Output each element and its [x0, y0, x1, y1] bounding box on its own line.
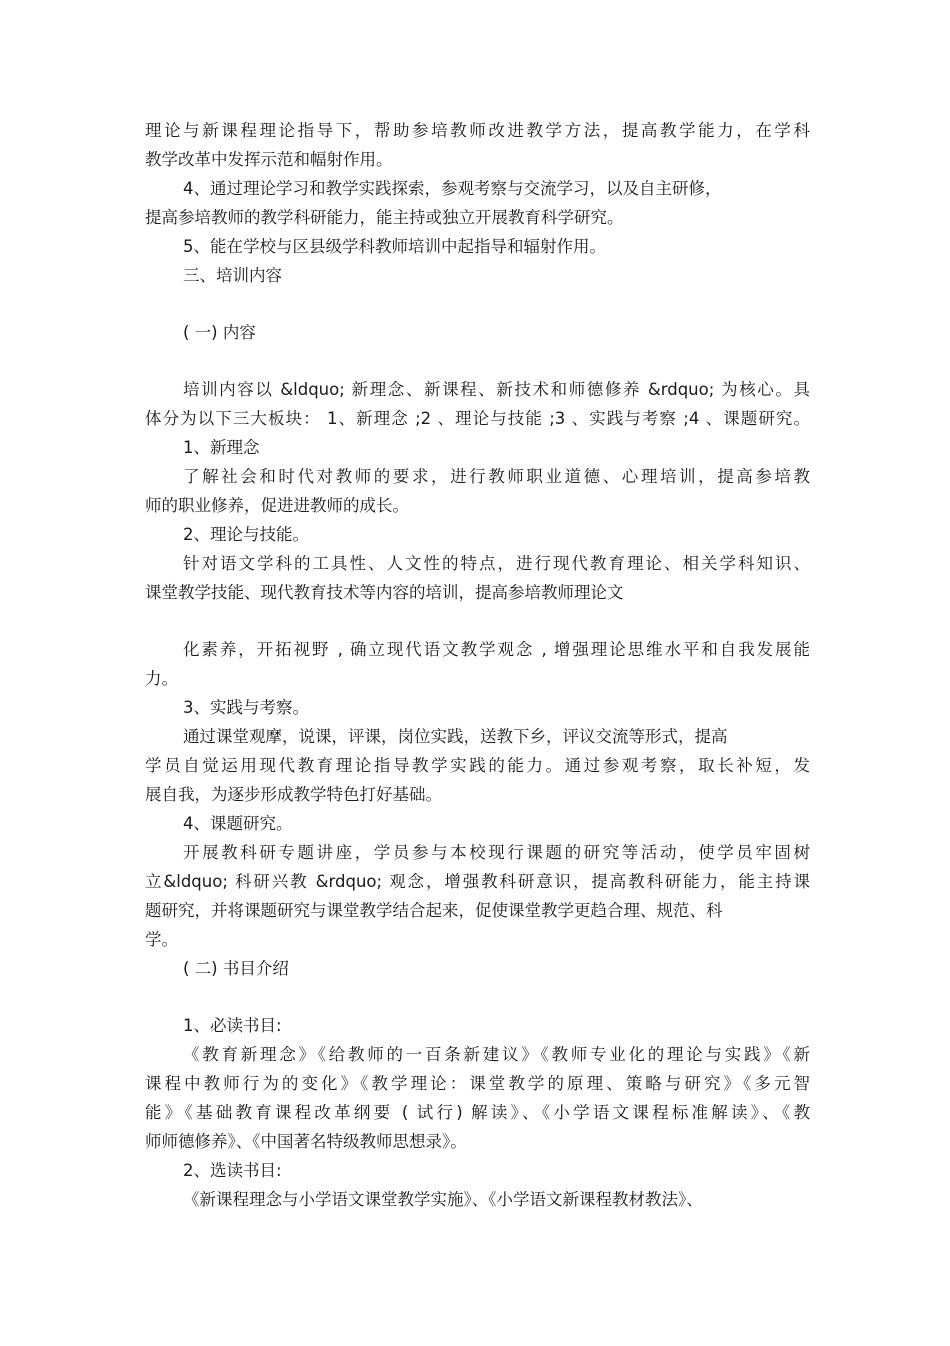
subsection-heading: ( 二) 书目介绍: [183, 959, 289, 978]
text-line: 课程中教师行为的变化》《教学理论：课堂教学的原理、策略与研究》《多元智: [145, 1074, 810, 1093]
text-line: 学。: [145, 930, 178, 949]
text-line: 展自我，为逐步形成教学特色打好基础。: [145, 785, 442, 804]
text-line: 针对语文学科的工具性、人文性的特点，进行现代教育理论、相关学科知识、: [183, 554, 810, 573]
text-line: 题研究，并将课题研究与课堂教学结合起来，促使课堂教学更趋合理、规范、科: [145, 901, 723, 920]
text-line: 开展教科研专题讲座，学员参与本校现行课题的研究等活动，使学员牢固树: [183, 843, 810, 862]
subsection-heading: ( 一) 内容: [183, 323, 256, 342]
text-line: 培训内容以 &ldquo; 新理念、新课程、新技术和师德修养 &rdquo; 为核心。具: [183, 380, 810, 399]
item-heading: 3、实践与考察。: [183, 698, 309, 717]
text-line: 《教育新理念》《给教师的一百条新建议》《教师专业化的理论与实践》《新: [183, 1045, 810, 1064]
text-line: 化素养，开拓视野 , 确立现代语文教学观念 , 增强理论思维水平和自我发展能: [183, 640, 810, 659]
text-line: 师师德修养》、《中国著名特级教师思想录》。: [145, 1132, 467, 1151]
text-line: 5、能在学校与区县级学科教师培训中起指导和辐射作用。: [183, 237, 606, 256]
text-line: 师的职业修养，促进进教师的成长。: [145, 496, 409, 515]
item-heading: 1、必读书目:: [183, 1016, 282, 1035]
text-line: 学员自觉运用现代教育理论指导教学实践的能力。通过参观考察，取长补短，发: [145, 756, 810, 775]
text-line: 通过课堂观摩，说课，评课，岗位实践，送教下乡，评议交流等形式，提高: [183, 727, 728, 746]
text-line: 教学改革中发挥示范和幅射作用。: [145, 150, 393, 169]
item-heading: 4、课题研究。: [183, 814, 293, 833]
text-line: 理论与新课程理论指导下，帮助参培教师改进教学方法，提高教学能力，在学科: [145, 121, 810, 140]
text-line: 能》《基础教育课程改革纲要 ( 试行) 解读》、《小学语文课程标准解读》、《教: [145, 1103, 810, 1122]
text-line: 《新课程理念与小学语文课堂教学实施》、《小学语文新课程教材教法》、: [183, 1190, 703, 1209]
text-line: 课堂教学技能、现代教育技术等内容的培训，提高参培教师理论文: [145, 583, 624, 602]
item-heading: 1、新理念: [183, 438, 260, 457]
text-line: 立&ldquo; 科研兴教 &rdquo; 观念，增强教科研意识，提高教科研能力，能主持课: [145, 872, 810, 891]
text-line: 了解社会和时代对教师的要求，进行教师职业道德、心理培训，提高参培教: [183, 467, 810, 486]
section-heading: 三、培训内容: [183, 266, 282, 285]
item-heading: 2、理论与技能。: [183, 525, 309, 544]
text-line: 4、通过理论学习和教学实践探索，参观考察与交流学习，以及自主研修，: [183, 179, 722, 198]
item-heading: 2、选读书目:: [183, 1161, 282, 1180]
text-line: 提高参培教师的教学科研能力，能主持或独立开展教育科学研究。: [145, 208, 624, 227]
text-line: 力。: [145, 669, 178, 688]
text-line: 体分为以下三大板块： 1、新理念 ;2 、理论与技能 ;3 、实践与考察 ;4 、课题研究。: [145, 409, 810, 428]
